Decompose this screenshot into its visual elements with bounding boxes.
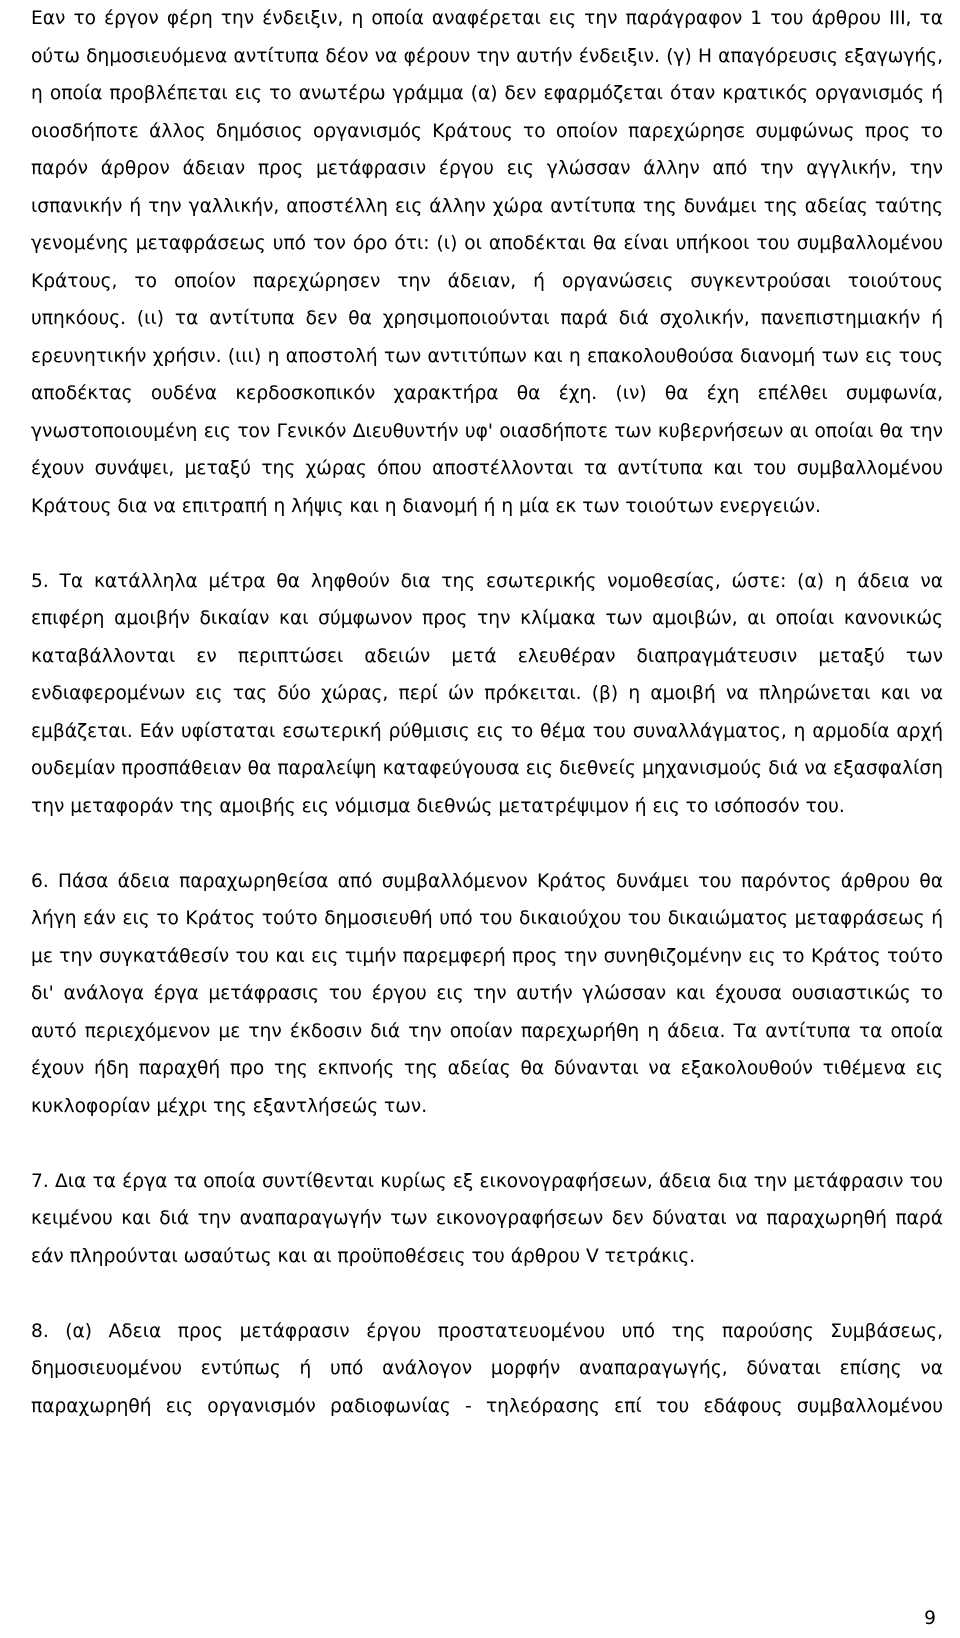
- paragraph-8: 8. (α) Αδεια προς μετάφρασιν έργου προστατευομένου υπό της παρούσης Συμβάσεως, δημοσιευομένου εντύπως ή υπό ανάλογον μορφήν αναπαραγωγής, δύναται επίσης να παραχωρηθή εις οργανισμόν ραδιοφωνίας - τηλεόρασης επί του εδάφους συμβαλλομένου: [31, 1320, 943, 1417]
- paragraph-continuation: Εαν το έργον φέρη την ένδειξιν, η οποία αναφέρεται εις την παράγραφον 1 του άρθρου ΙΙΙ, τα ούτω δημοσιευόμενα αντίτυπα δέον να φέρουν την αυτήν ένδειξιν. (γ) Η απαγόρευσις εξαγωγής, η οποία προβλέπεται εις το ανωτέρω γράμμα (α) δεν εφαρμόζεται όταν κρατικός οργανισμός ή οιοσδήποτε άλλος δημόσιος οργανισμός Κράτους το οποίον παρεχώρησε συμφώνως προς το παρόν άρθρον άδειαν προς μετάφρασιν έργου εις γλώσσαν άλλην από την αγγλικήν, την ισπανικήν ή την γαλλικήν, αποστέλλη εις άλλην χώρα αντίτυπα της δυνάμει της αδείας ταύτης γενομένης μεταφράσεως υπό τον όρο ότι: (ι) οι αποδέκται θα είναι υπήκοοι του συμβαλλομένου Κράτους, το οποίον παρεχώρησεν την άδειαν, ή οργανώσεις συγκεντρούσαι τοιούτους υπηκόους. (ιι) τα αντίτυπα δεν θα χρησιμοποιούνται παρά διά σχολικήν, πανεπιστημιακήν ή ερευνητικήν χρήσιν. (ιιι) η αποστολή των αντιτύπων και η επακολουθούσα διανομή των εις τους αποδέκτας ουδένα κερδοσκοπικόν χαρακτήρα θα έχη. (ιν) θα έχη επέλθει συμφωνία, γνωστοποιουμένη εις τον Γενικόν Διευθυντήν υφ' οιασδήποτε των κυβερνήσεων αι οποίαι θα την έχουν συνάψει, μεταξύ της χώρας όπου αποστέλλονται τα αντίτυπα και του συμβαλλομένου Κράτους δια να επιτραπή η λήψις και η διανομή ή η μία εκ των τοιούτων ενεργειών.: [31, 8, 943, 517]
- paragraph-5: 5. Τα κατάλληλα μέτρα θα ληφθούν δια της εσωτερικής νομοθεσίας, ώστε: (α) η άδεια να επιφέρη αμοιβήν δικαίαν και σύμφωνον προς την κλίμακα των αμοιβών, αι οποίαι κανονικώς καταβάλλονται εν περιπτώσει αδειών μετά ελευθέραν διαπραγμάτευσιν μεταξύ των ενδιαφερομένων εις τας δύο χώρας, περί ών πρόκειται. (β) η αμοιβή να πληρώνεται και να εμβάζεται. Εάν υφίσταται εσωτερική ρύθμισις εις το θέμα του συναλλάγματος, η αρμοδία αρχή ουδεμίαν προσπάθειαν θα παραλείψη καταφεύγουσα εις διεθνείς μηχανισμούς διά να εξασφαλίση την μεταφοράν της αμοιβής εις νόμισμα διεθνώς μετατρέψιμον ή εις το ισόποσόν του.: [31, 570, 943, 817]
- paragraph-7: 7. Δια τα έργα τα οποία συντίθενται κυρίως εξ εικονογραφήσεων, άδεια δια την μετάφρασιν του κειμένου και διά την αναπαραγωγήν των εικονογραφήσεων δεν δύναται να παραχωρηθή παρά εάν πληρούνται ωσαύτως και αι προϋποθέσεις του άρθρου V τετράκις.: [31, 1170, 943, 1267]
- page-number: 9: [924, 1608, 936, 1629]
- body-text: [31, 0, 943, 1425]
- paragraph-6: 6. Πάσα άδεια παραχωρηθείσα από συμβαλλόμενον Κράτος δυνάμει του παρόντος άρθρου θα λήγη εάν εις το Κράτος τούτο δημοσιευθή υπό του δικαιούχου του δικαιώματος μεταφράσεως ή με την συγκατάθεσίν του και εις τιμήν παρεμφερή προς την συνηθιζομένην εις το Κράτος τούτο δι' ανάλογα έργα μετάφρασις του έργου εις την αυτήν γλώσσαν και έχουσα ουσιαστικώς το αυτό περιεχόμενον με την έκδοσιν διά την οποίαν παρεχωρήθη η άδεια. Τα αντίτυπα τα οποία έχουν ήδη παραχθή προ της εκπνοής της αδείας θα δύνανται να εξακολουθούν τιθέμενα εις κυκλοφορίαν μέχρι της εξαντλήσεώς των.: [31, 870, 943, 1117]
